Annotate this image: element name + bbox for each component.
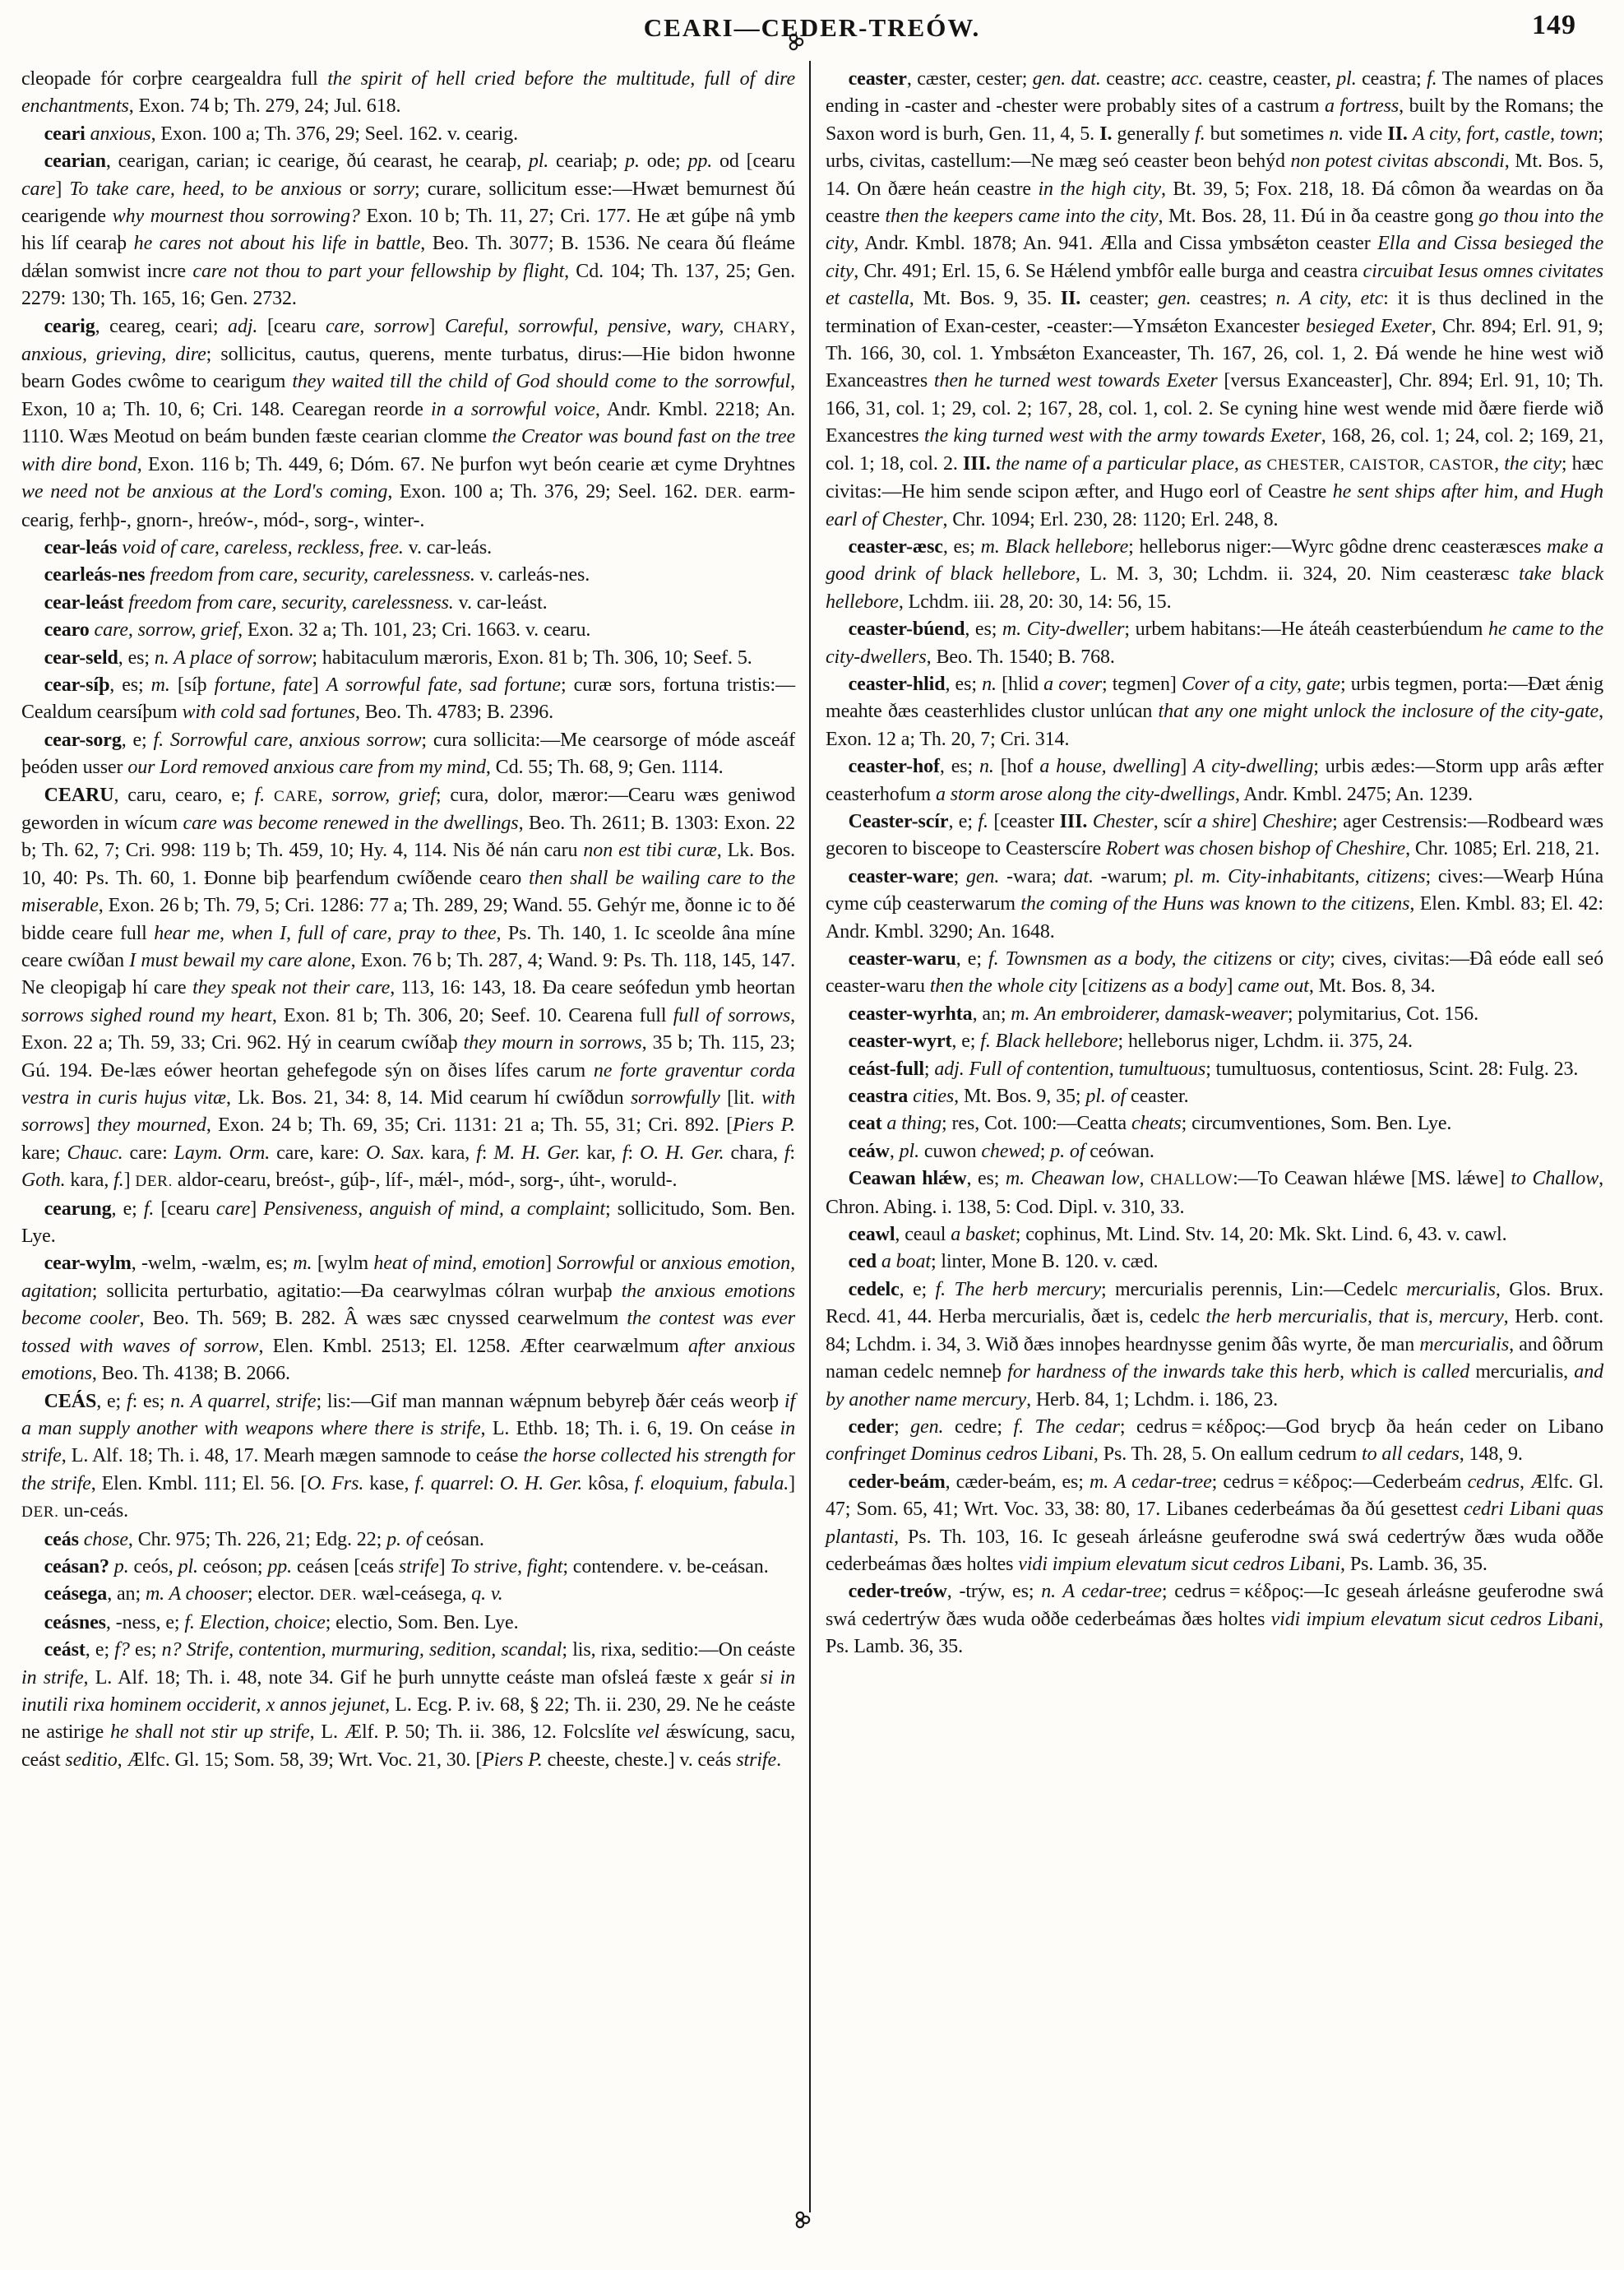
dictionary-entry: cearian, cearigan, carian; ic cearige, ðú cearast, he cearaþ, pl. ceariaþ; p. ode; pp. od [cearu care] To take care, heed, to be anxious or sorry; curare, sollicitum esse:—Hwæt bemurnest ðú cearigende why mournest thou sorrowing? Exon. 10 b; Th. 11, 27; Cri. 177. He æt gúþe nâ ymb his líf cearaþ he cares not about his life in battle, Beo. Th. 3077; B. 1536. Ne ceara ðú fleáme dǽlan somwist incre care not thou to part your fellowship by flight, Cd. 104; Th. 137, 25; Gen. 2279: 130; Th. 165, 16; Gen. 2732. <box>21 151 795 310</box>
dictionary-entry: cear-wylm, -welm, -wælm, es; m. [wylm heat of mind, emotion] Sorrowful or anxious emotion, agitation; sollicita perturbatio, agitatio:—Ða cearwylmas cólran wurþaþ the anxious emotions become cooler, Beo. Th. 569; B. 282. Â wæs sæc cnyssed cearwelmum the contest was ever tossed with waves of sorrow, Elen. Kmbl. 2513; El. 1258. Æfter cearwælmum after anxious emotions, Beo. Th. 4138; B. 2066. <box>21 1253 795 1385</box>
column-divider <box>809 61 811 2212</box>
dictionary-entry: cearleás-nes freedom from care, security, carelessness. v. carleás-nes. <box>44 564 590 586</box>
dictionary-entry: CEARU, caru, cearo, e; f. CARE, sorrow, grief; cura, dolor, mæror:—Cearu wæs geniwod geworden in wícum care was become renewed in the dwellings, Beo. Th. 2611; B. 1303: Exon. 22 b; Th. 62, 7; Cri. 998: 119 b; Th. 459, 10; Hy. 4, 114. Nis ðé nán caru non est tibi curæ, Lk. Bos. 10, 40: Ps. Th. 60, 1. Ðonne biþ þearfendum cwíðende cearo then shall be wailing care to the miserable, Exon. 26 b; Th. 79, 5; Cri. 1286: 77 a; Th. 289, 29; Wand. 55. Gehýr me, ðonne ic to ðé bidde ceare full hear me, when I, full of care, pray to thee, Ps. Th. 140, 1. Ic sceolde âna míne ceare cwíðan I must bewail my care alone, Exon. 76 b; Th. 287, 4; Wand. 9: Ps. Th. 118, 145, 147. Ne cleopigaþ hí care they speak not their care, 113, 16: 143, 18. Ða ceare seófedun ymb heortan sorrows sighed round my heart, Exon. 81 b; Th. 306, 20; Seef. 10. Cearena full full of sorrows, Exon. 22 a; Th. 59, 33; Cri. 962. Hý in cearum cwíðaþ they mourn in sorrows, 35 b; Th. 115, 23; Gú. 194. Ðe-læs eówer heortan gehefegode sýn on ðises lífes carum ne forte graventur corda vestra in curis hujus vitæ, Lk. Bos. 21, 34: 8, 14. Mid cearum hí cwíðdun sorrowfully [lit. with sorrows] they mourned, Exon. 24 b; Th. 69, 35; Cri. 1131: 21 a; Th. 55, 31; Cri. 892. [Piers P. kare; Chauc. care: Laym. Orm. care, kare: O. Sax. kara, f: M. H. Ger. kar, f: O. H. Ger. chara, f: Goth. kara, f.] DER. aldor-cearu, breóst-, gúþ-, líf-, mǽl-, mód-, sorg-, úht-, woruld-. <box>21 784 796 1192</box>
dictionary-entry: ceást, e; f? es; n? Strife, contention, murmuring, sedition, scandal; lis, rixa, seditio:—On ceáste in strife, L. Alf. 18; Th. i. 48, note 34. Gif he þurh unnytte ceáste man ofsleá fæste x geár si in inutili rixa hominem occiderit, x annos jejunet, L. Ecg. P. iv. 68, § 22; Th. ii. 230, 29. Ne he ceáste ne astirige he shall not stir up strife, L. Ælf. P. 50; Th. ii. 386, 12. Folcslíte vel ǽswícung, sacu, ceást seditio, Ælfc. Gl. 15; Som. 58, 39; Wrt. Voc. 21, 30. [Piers P. cheeste, cheste.] v. ceás strife. <box>21 1639 796 1771</box>
right-column <box>826 66 1603 1661</box>
dictionary-entry: ceastra cities, Mt. Bos. 9, 35; pl. of ceaster. <box>848 1086 1189 1108</box>
dictionary-entry: ceásega, an; m. A chooser; elector. DER. wæl-ceásega, q. v. <box>44 1583 503 1605</box>
dictionary-entry: ceder-treów, -trýw, es; n. A cedar-tree; cedrus = κέδρος:—Ic geseah árleásne geuferodne swá swá cedertrýw ðæs wuda oððe cederbeámas ðæs holtes vidi impium elevatum sicut cedros Libani, Ps. Lamb. 36, 35. <box>826 1581 1603 1658</box>
dictionary-entry: ceás chose, Chr. 975; Th. 226, 21; Edg. 22; p. of ceósan. <box>44 1528 484 1550</box>
dictionary-entry: ceaster-wyrhta, an; m. An embroiderer, damask-weaver; polymitarius, Cot. 156. <box>848 1003 1478 1025</box>
dictionary-entry: cleopade fór corþre ceargealdra full the spirit of hell cried before the multitude, full of dire enchantments, Exon. 74 b; Th. 279, 24; Jul. 618. <box>21 68 795 118</box>
dictionary-entry: cear-sorg, e; f. Sorrowful care, anxious sorrow; cura sollicita:—Me cearsorge of móde asceáf þeóden usser our Lord removed anxious care from my mind, Cd. 55; Th. 68, 9; Gen. 1114. <box>21 729 795 779</box>
dictionary-entry: ceaster-waru, e; f. Townsmen as a body, the citizens or city; cives, civitas:—Ðâ eóde eall seó ceaster-waru then the whole city [citizens as a body] came out, Mt. Bos. 8, 34. <box>826 948 1603 998</box>
dictionary-entry: cearo care, sorrow, grief, Exon. 32 a; Th. 101, 23; Cri. 1663. v. cearu. <box>44 619 591 642</box>
dictionary-entry: ceaster-búend, es; m. City-dweller; urbem habitans:—He áteáh ceasterbúendum he came to the city-dwellers, Beo. Th. 1540; B. 768. <box>826 618 1604 668</box>
dictionary-entry: cear-seld, es; n. A place of sorrow; habitaculum mæroris, Exon. 81 b; Th. 306, 10; Seef. 5. <box>44 646 752 669</box>
dictionary-entry: ceásnes, -ness, e; f. Election, choice; electio, Som. Ben. Lye. <box>44 1611 519 1633</box>
printer-ornament-bottom-icon <box>794 2211 811 2235</box>
dictionary-entry: ceást-full; adj. Full of contention, tumultuous; tumultuosus, contentiosus, Scint. 28: Fulg. 23. <box>848 1058 1579 1080</box>
page-number: 149 <box>1532 10 1576 40</box>
dictionary-entry: ced a boat; linter, Mone B. 120. v. cæd. <box>848 1251 1159 1273</box>
dictionary-entry: ceaster-hlid, es; n. [hlid a cover; tegmen] Cover of a city, gate; urbis tegmen, porta:—Ðæt ǽnig meahte ðæs ceasterhlides clustor unlúcan that any one might unlock the inclosure of the city-gate, Exon. 12 a; Th. 20, 7; Cri. 314. <box>826 673 1604 750</box>
dictionary-entry: ceáw, pl. cuwon chewed; p. of ceówan. <box>848 1140 1154 1162</box>
dictionary-entry: Ceawan hlǽw, es; m. Cheawan low, CHALLOW:—To Ceawan hlǽwe [MS. lǽwe] to Challow, Chron. Abing. i. 138, 5: Cod. Dipl. v. 310, 33. <box>826 1168 1604 1218</box>
dictionary-entry: ceder; gen. cedre; f. The cedar; cedrus = κέδρος:—God brycþ ða heán ceder on Libano confringet Dominus cedros Libani, Ps. Th. 28, 5. On eallum cedrum to all cedars, 148, 9. <box>826 1415 1603 1466</box>
dictionary-entry: cear-síþ, es; m. [síþ fortune, fate] A sorrowful fate, sad fortune; curæ sors, fortuna tristis:—Cealdum cearsíþum with cold sad fortunes, Beo. Th. 4783; B. 2396. <box>21 674 796 724</box>
page-title: CEARI—CEDER-TREÓW. <box>643 13 981 42</box>
dictionary-entry: ceawl, ceaul a basket; cophinus, Mt. Lind. Stv. 14, 20: Mk. Skt. Lind. 6, 43. v. cawl. <box>848 1224 1507 1246</box>
dictionary-entry: ceaster-ware; gen. -wara; dat. -warum; pl. m. City-inhabitants, citizens; cives:—Wearþ Húna cyme cúþ ceasterwarum the coming of the Huns was known to the citizens, Elen. Kmbl. 83; El. 42: Andr. Kmbl. 3290; An. 1648. <box>826 865 1604 943</box>
left-column <box>21 66 795 1774</box>
dictionary-entry: ceásan? p. ceós, pl. ceóson; pp. ceásen [ceás strife] To strive, fight; contendere. v. be-ceásan. <box>44 1555 769 1577</box>
dictionary-entry: cedelc, e; f. The herb mercury; mercurialis perennis, Lin:—Cedelc mercurialis, Glos. Brux. Recd. 41, 44. Herba mercurialis, ðæt is, cedelc the herb mercurialis, that is, mercury, Herb. cont. 84; Lchdm. i. 34, 3. Wið ðæs innoþes heardnysse genim ðâs wyrte, ðe man mercurialis, and ôðrum naman cedelc nemneþ for hardness of the inwards take this herb, which is called mercurialis, and by another name mercury, Herb. 84, 1; Lchdm. i. 186, 23. <box>826 1278 1604 1411</box>
dictionary-entry: ceaster-æsc, es; m. Black hellebore; helleborus niger:—Wyrc gôdne drenc ceasteræsces make a good drink of black hellebore, L. M. 3, 30; Lchdm. ii. 324, 20. Nim ceasteræsc take black hellebore, Lchdm. iii. 28, 20: 30, 14: 56, 15. <box>826 535 1604 613</box>
dictionary-entry: cearung, e; f. [cearu care] Pensiveness, anguish of mind, a complaint; sollicitudo, Som. Ben. Lye. <box>21 1198 795 1248</box>
dictionary-entry: ceaster-hof, es; n. [hof a house, dwelling] A city-dwelling; urbis ædes:—Storm upp arâs æfter ceasterhofum a storm arose along the city-dwellings, Andr. Kmbl. 2475; An. 1239. <box>826 756 1603 805</box>
dictionary-entry: ceder-beám, cæder-beám, es; m. A cedar-tree; cedrus = κέδρος:—Cederbeám cedrus, Ælfc. Gl. 47; Som. 65, 41; Wrt. Voc. 33, 38: 80, 17. Libanes cederbeámas ða ðú gesettest cedri Libani quas plantasti, Ps. Th. 103, 16. Ic geseah árleásne geuferodne swá swá cedertrýw ðæs wuda oððe cederbeámas ðæs holtes vidi impium elevatum sicut cedros Libani, Ps. Lamb. 36, 35. <box>826 1471 1603 1575</box>
dictionary-entry: Ceaster-scír, e; f. [ceaster III. Chester, scír a shire] Cheshire; ager Cestrensis:—Rodbeard wæs gecoren to bisceope to Ceasterscíre Robert was chosen bishop of Cheshire, Chr. 1085; Erl. 218, 21. <box>826 810 1604 860</box>
dictionary-entry: cearig, ceareg, ceari; adj. [cearu care, sorrow] Careful, sorrowful, pensive, wary, CHARY, anxious, grieving, dire; sollicitus, cautus, querens, mente turbatus, dirus:—Hie bidon hwonne bearn Godes cwôme to cearigum they waited till the child of God should come to the sorrowful, Exon, 10 a; Th. 10, 6; Cri. 148. Cearegan reorde in a sorrowful voice, Andr. Kmbl. 2218; An. 1110. Wæs Meotud on beám bunden fæste cearian clomme the Creator was bound fast on the tree with dire bond, Exon. 116 b; Th. 449, 6; Dóm. 67. Ne þurfon wyt beón cearie æt cyme Dryhtnes we need not be anxious at the Lord's coming, Exon. 100 a; Th. 376, 29; Seel. 162. DER. earm-cearig, ferhþ-, gnorn-, hreów-, mód-, sorg-, winter-. <box>21 315 796 531</box>
dictionary-entry: ceaster-wyrt, e; f. Black hellebore; helleborus niger, Lchdm. ii. 375, 24. <box>848 1031 1413 1053</box>
printer-ornament-top-icon <box>788 33 804 57</box>
dictionary-entry: ceat a thing; res, Cot. 100:—Ceatta cheats; circumventiones, Som. Ben. Lye. <box>848 1113 1452 1135</box>
dictionary-entry: CEÁS, e; f: es; n. A quarrel, strife; lis:—Gif man mannan wǽpnum bebyreþ ðǽr ceás weorþ if a man supply another with weapons where there is strife, L. Ethb. 18; Th. i. 6, 19. On ceáse in strife, L. Alf. 18; Th. i. 48, 17. Mearh mægen samnode to ceáse the horse collected his strength for the strife, Elen. Kmbl. 111; El. 56. [O. Frs. kase, f. quarrel: O. H. Ger. kôsa, f. eloquium, fabula.] DER. un-ceás. <box>21 1390 796 1522</box>
dictionary-entry: ceaster, cæster, cester; gen. dat. ceastre; acc. ceastre, ceaster, pl. ceastra; f. The names of places ending in -caster and -chester were probably sites of a castrum a fortress, built by the Romans; the Saxon word is burh, Gen. 11, 4, 5. I. generally f. but sometimes n. vide II. A city, fort, castle, town; urbs, civitas, castellum:—Ne mæg seó ceaster beon behýd non potest civitas abscondi, Mt. Bos. 5, 14. On ðære heán ceastre in the high city, Bt. 39, 5; Fox. 218, 18. Ðá cômon ða weardas on ða ceastre then the keepers came into the city, Mt. Bos. 28, 11. Ðú in ða ceastre gong go thou into the city, Andr. Kmbl. 1878; An. 941. Ælla and Cissa ymbsǽton ceaster Ella and Cissa besieged the city, Chr. 491; Erl. 15, 6. Se Hǽlend ymbfôr ealle burga and ceastra circuibat Iesus omnes civitates et castella, Mt. Bos. 9, 35. II. ceaster; gen. ceastres; n. A city, etc: it is thus declined in the termination of Exan-cester, -ceaster:—Ymsǽton Exancester besieged Exeter, Chr. 894; Erl. 91, 9; Th. 166, 30, col. 1. Ymbsǽton Exanceaster, Th. 167, 26, col. 1, 2. Ðá wende he hine west wið Exanceastres then he turned west towards Exeter [versus Exanceaster], Chr. 894; Erl. 91, 10; Th. 166, 31, col. 1; 29, col. 2; 167, 28, col. 1, col. 2. Se cyning hine west wende mid ðære fierde wið Exancestres the king turned west with the army towards Exeter, 168, 26, col. 1; 24, col. 2; 169, 21, col. 1; 18, col. 2. III. the name of a particular place, as CHESTER, CAISTOR, CASTOR, the city; hæc civitas:—He him sende scipon æfter, and Hugo eorl of Ceastre he sent ships after him, and Hugh earl of Chester, Chr. 1094; Erl. 230, 28: 1120; Erl. 248, 8. <box>826 68 1604 530</box>
dictionary-entry: cear-leás void of care, careless, reckless, free. v. car-leás. <box>44 536 493 558</box>
dictionary-entry: ceari anxious, Exon. 100 a; Th. 376, 29; Seel. 162. v. cearig. <box>44 123 518 145</box>
dictionary-entry: cear-leást freedom from care, security, carelessness. v. car-leást. <box>44 591 548 614</box>
